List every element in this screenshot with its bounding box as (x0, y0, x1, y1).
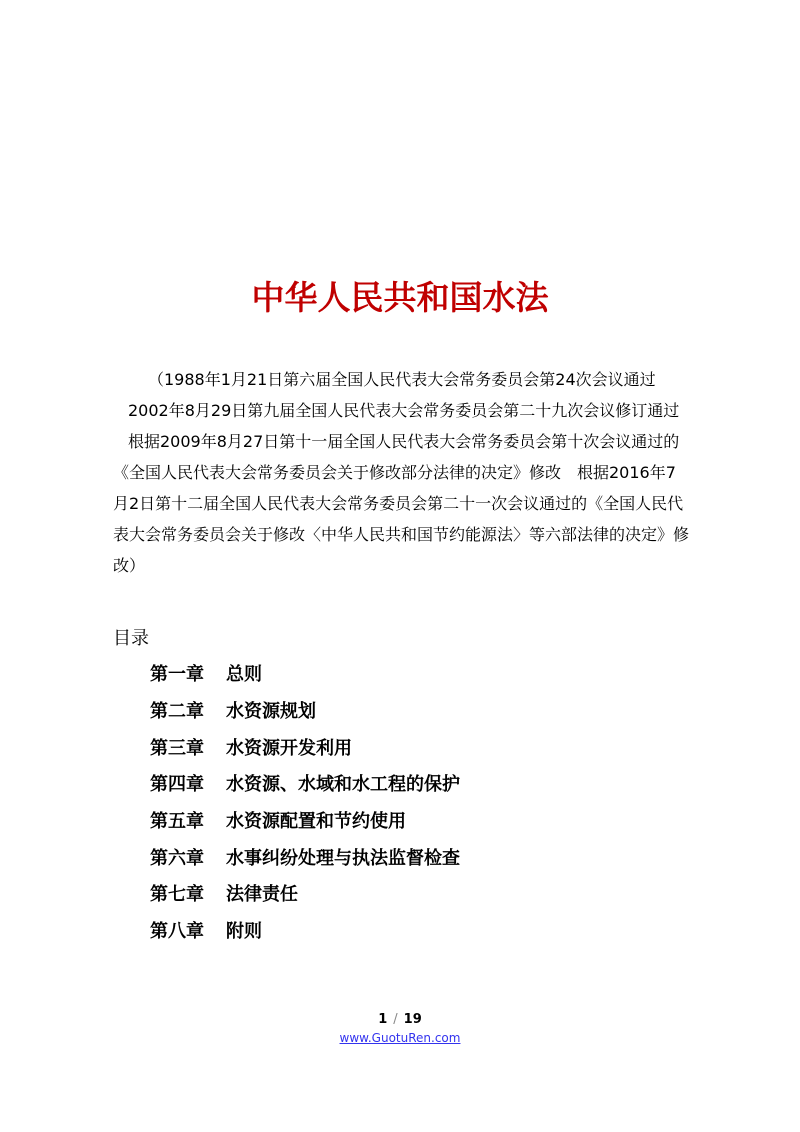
preamble-line: 月2日第十二届全国人民代表大会常务委员会第二十一次会议通过的《全国人民代 (113, 494, 684, 513)
toc-item (150, 917, 262, 943)
chapter-name: 水资源开发利用 (226, 738, 352, 759)
page-current: 1 (378, 1012, 388, 1027)
chapter-name: 附则 (226, 921, 262, 942)
preamble-line: （1988年1月21日第六届全国人民代表大会常务委员会第24次会议通过 (148, 370, 656, 389)
toc-item (150, 697, 316, 723)
toc-heading: 目录 (113, 628, 149, 649)
toc-item (150, 844, 460, 870)
document-title: 中华人民共和国水法 (251, 278, 549, 317)
page-total: 19 (403, 1012, 422, 1027)
preamble-line: 根据2009年8月27日第十一届全国人民代表大会常务委员会第十次会议通过的 (128, 432, 680, 451)
chapter-number: 第二章 (150, 701, 204, 722)
toc-item (150, 807, 406, 833)
preamble-line: 2002年8月29日第九届全国人民代表大会常务委员会第二十九次会议修订通过 (128, 401, 680, 420)
preamble-line: 改） (113, 556, 146, 575)
chapter-name: 水事纠纷处理与执法监督检查 (226, 848, 460, 869)
toc-item (150, 660, 262, 686)
website-link[interactable]: www.GuotuRen.com (339, 1031, 461, 1045)
page-number (0, 1012, 800, 1027)
footer-url (0, 1031, 800, 1045)
chapter-name: 水资源、水域和水工程的保护 (226, 774, 460, 795)
chapter-number: 第七章 (150, 884, 204, 905)
chapter-name: 水资源规划 (226, 701, 316, 722)
chapter-name: 总则 (226, 664, 262, 685)
chapter-number: 第八章 (150, 921, 204, 942)
page-separator: / (393, 1012, 398, 1027)
chapter-number: 第一章 (150, 664, 204, 685)
chapter-number: 第四章 (150, 774, 204, 795)
preamble-line: 表大会常务委员会关于修改〈中华人民共和国节约能源法〉等六部法律的决定》修 (113, 525, 690, 544)
chapter-name: 水资源配置和节约使用 (226, 811, 406, 832)
preamble-line: 《全国人民代表大会常务委员会关于修改部分法律的决定》修改 根据2016年7 (113, 463, 676, 482)
chapter-name: 法律责任 (226, 884, 298, 905)
toc-item (150, 770, 460, 796)
chapter-number: 第五章 (150, 811, 204, 832)
toc-item (150, 734, 352, 760)
chapter-number: 第六章 (150, 848, 204, 869)
chapter-number: 第三章 (150, 738, 204, 759)
toc-item (150, 880, 298, 906)
